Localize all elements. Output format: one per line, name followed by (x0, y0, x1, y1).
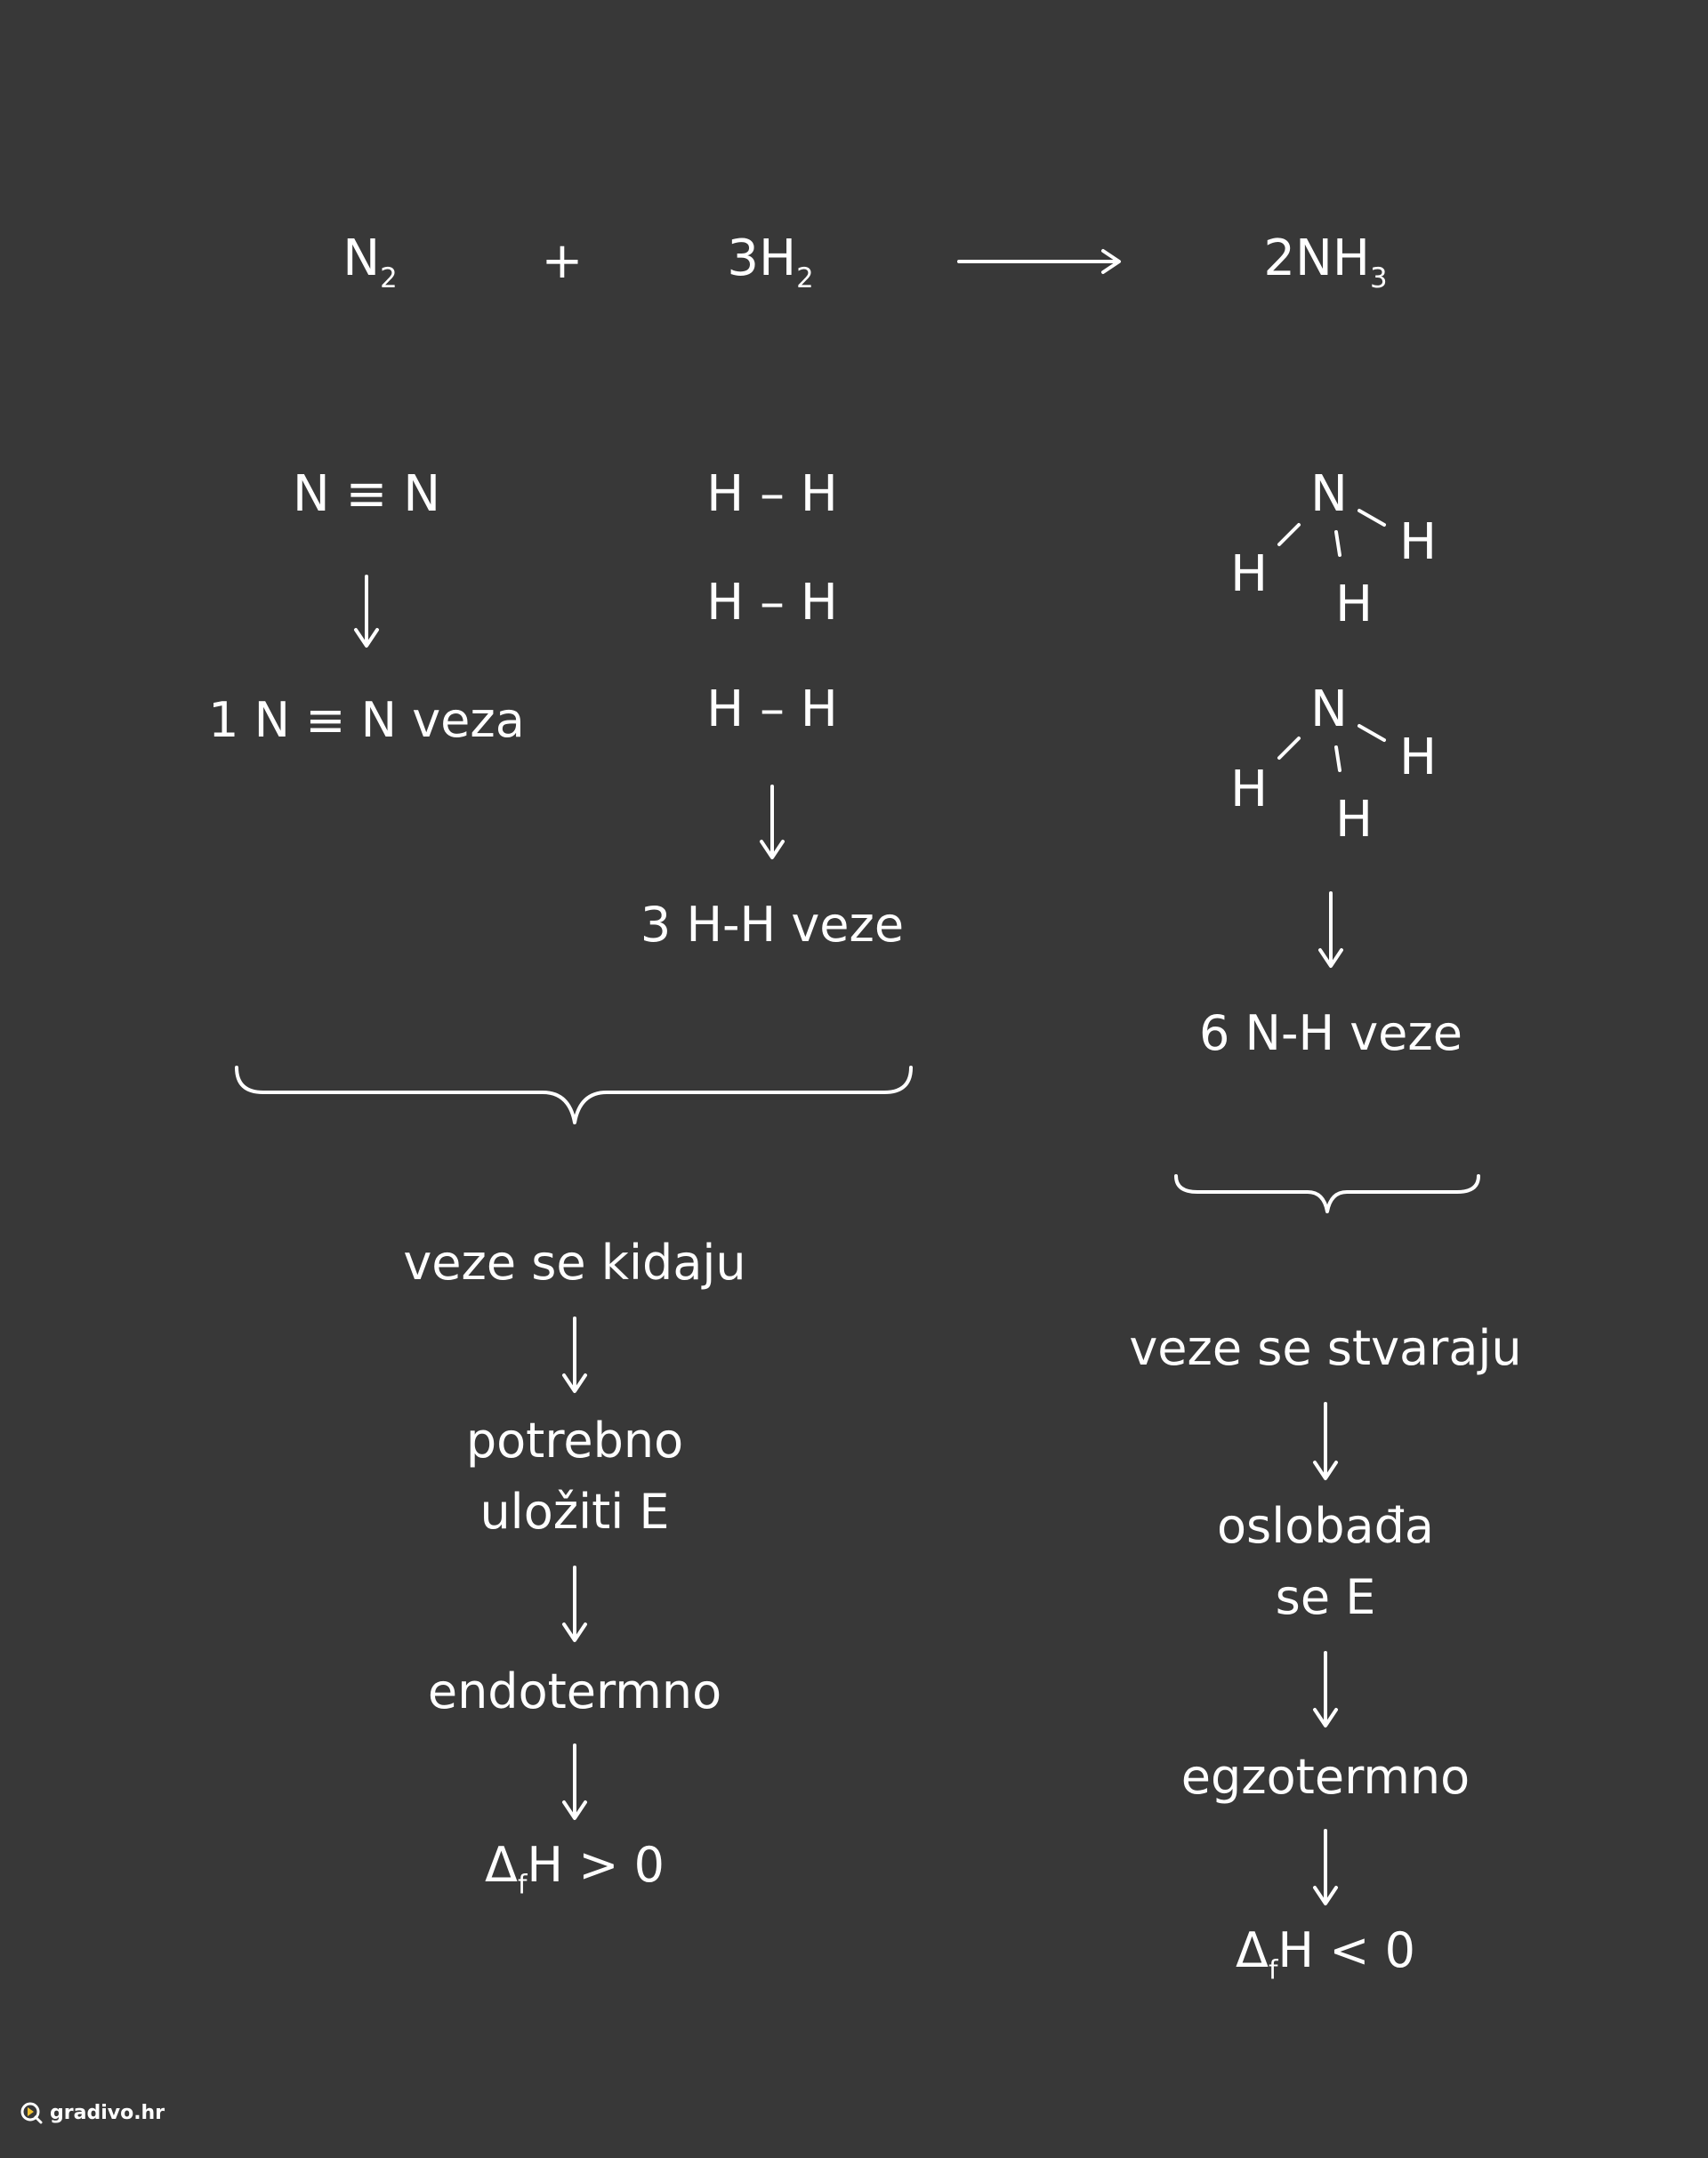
arrow-nh3-down (1320, 893, 1341, 966)
equation-product-nh3: $2NH_3$ (1263, 229, 1388, 295)
right-step-energy-line1: oslobađa (1217, 1498, 1434, 1554)
arrow-right-2 (1315, 1653, 1336, 1726)
h2-structure-3: H – H (706, 680, 838, 738)
arrow-left-3 (564, 1745, 585, 1818)
right-brace (1176, 1176, 1478, 1212)
nh3-2-atom-h-bottom: H (1334, 791, 1374, 849)
n2-structure: N ≡ N (292, 465, 441, 523)
right-step-exothermic: egzotermno (1180, 1749, 1470, 1805)
nh3-2-atom-h-left: H (1229, 761, 1269, 818)
nh3-1-atom-n: N (1310, 465, 1348, 523)
left-step-energy-line2: uložiti E (479, 1484, 670, 1540)
nh3-bond-count: 6 N-H veze (1199, 1005, 1462, 1061)
left-step-endothermic: endotermno (427, 1663, 722, 1719)
nh3-1-atom-h-right: H (1398, 513, 1438, 571)
arrow-left-1 (564, 1318, 585, 1391)
magnifier-play-icon (20, 2101, 43, 2124)
h2-bond-count: 3 H-H veze (640, 897, 905, 953)
left-step-energy-line1: potrebno (465, 1413, 684, 1469)
left-step-bonds-break: veze se kidaju (403, 1235, 746, 1291)
right-enthalpy: $\Delta_fH < 0$ (1236, 1921, 1415, 1986)
left-brace (237, 1067, 911, 1123)
n2-bond-count: 1 N ≡ N veza (208, 692, 525, 748)
right-step-bonds-form: veze se stvaraju (1129, 1320, 1522, 1376)
gradivo-logo[interactable] (20, 2101, 165, 2124)
arrow-right-3 (1315, 1831, 1336, 1904)
arrow-n2-down (356, 576, 377, 646)
right-step-energy-line2: se E (1275, 1569, 1376, 1625)
h2-structure-1: H – H (706, 465, 838, 523)
nh3-1-atom-h-left: H (1229, 545, 1269, 603)
arrow-h2-down (761, 786, 783, 858)
logo-text: gradivo.hr (50, 2101, 165, 2124)
equation-reactant-n2: $N_2$ (342, 229, 398, 295)
nh3-1-atom-h-bottom: H (1334, 576, 1374, 633)
left-enthalpy: $\Delta_fH > 0$ (485, 1836, 665, 1901)
arrow-right-1 (1315, 1404, 1336, 1478)
h2-structure-2: H – H (706, 574, 838, 632)
arrow-left-2 (564, 1567, 585, 1640)
nh3-2-atom-n: N (1310, 680, 1348, 738)
reaction-arrow (959, 251, 1119, 272)
equation-reactant-h2: $3H_2$ (727, 229, 814, 295)
nh3-2-atom-h-right: H (1398, 729, 1438, 786)
equation-plus: + (541, 232, 584, 290)
